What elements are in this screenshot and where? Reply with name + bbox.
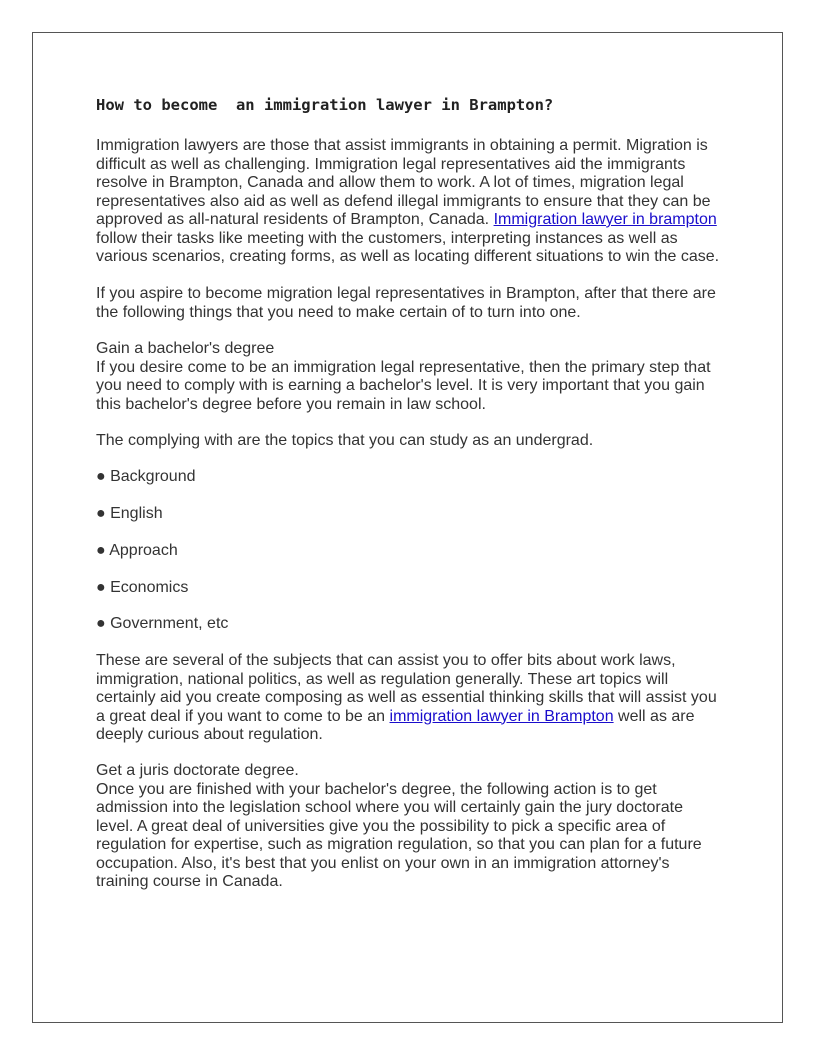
text-line: Once you are finished with your bachelor's degree, the following action is to get — [96, 780, 657, 798]
text-line: this bachelor's degree before you remain in law school. — [96, 395, 486, 413]
text-line: admission into the legislation school where you will certainly gain the jury doctorate — [96, 799, 683, 816]
text-line: Immigration lawyers are those that assist immigrants in obtaining a permit. Migration is — [96, 137, 708, 154]
text-line: immigration, national politics, as well as regulation generally. These art topics will — [96, 670, 669, 688]
text-line: If you aspire to become migration legal representatives in Brampton, after that there are — [96, 285, 716, 302]
text-line: difficult as well as challenging. Immigration legal representatives aid the immigrants — [96, 155, 686, 173]
list-item: ● Economics — [96, 579, 189, 596]
paragraph-topics-intro — [96, 432, 593, 451]
list-item: ● Government, etc — [96, 615, 229, 632]
text-line: certainly aid you create composing as well as essential thinking skills that will assist you — [96, 689, 717, 706]
text-segment: approved as all-natural residents of Brampton, Canada. — [96, 211, 494, 228]
text-line: training course in Canada. — [96, 873, 283, 890]
paragraph-intro — [96, 137, 719, 267]
page-title: How to become an immigration lawyer in Brampton? — [96, 96, 554, 114]
text-line: deeply curious about regulation. — [96, 726, 323, 743]
paragraph-aspire — [96, 285, 716, 322]
text-segment: a great deal if you want to come to be an — [96, 707, 390, 725]
text-line: These are several of the subjects that can assist you to offer bits about work laws, — [96, 652, 676, 669]
text-line: If you desire come to be an immigration legal representative, then the primary step that — [96, 358, 711, 376]
text-segment: well as are — [613, 707, 695, 725]
list-item: ● Approach — [96, 542, 178, 559]
section-juris-doctorate — [96, 762, 702, 892]
text-line: level. A great deal of universities give you the possibility to pick a specific area of — [96, 817, 666, 835]
text-line — [96, 708, 717, 727]
text-line: regulation for expertise, such as migration regulation, so that you can plan for a future — [96, 836, 702, 853]
section-heading: Gain a bachelor's degree — [96, 340, 275, 357]
text-line: occupation. Also, it's best that you enlist on your own in an immigration attorney's — [96, 854, 670, 872]
text-line: various scenarios, creating forms, as well as locating different situations to win the case. — [96, 248, 720, 265]
text-line: the following things that you need to make certain of to turn into one. — [96, 303, 581, 321]
section-bachelor — [96, 340, 711, 414]
list-item: ● Background — [96, 468, 196, 485]
text-line — [96, 211, 719, 230]
immigration-lawyer-brampton-link[interactable]: immigration lawyer in Brampton — [389, 707, 614, 725]
text-line: resolve in Brampton, Canada and allow them to work. A lot of times, migration legal — [96, 174, 684, 191]
section-heading: Get a juris doctorate degree. — [96, 762, 299, 779]
paragraph-subjects — [96, 652, 717, 745]
list-item: ● English — [96, 505, 163, 522]
text-line: representatives also aid as well as defend illegal immigrants to ensure that they can be — [96, 192, 711, 210]
text-line: you need to comply with is earning a bachelor's level. It is very important that you gain — [96, 377, 705, 394]
immigration-lawyer-link[interactable]: Immigration lawyer in brampton — [493, 211, 717, 228]
text-line: follow their tasks like meeting with the customers, interpreting instances as well as — [96, 229, 678, 247]
text-line: The complying with are the topics that you can study as an undergrad. — [96, 432, 594, 449]
